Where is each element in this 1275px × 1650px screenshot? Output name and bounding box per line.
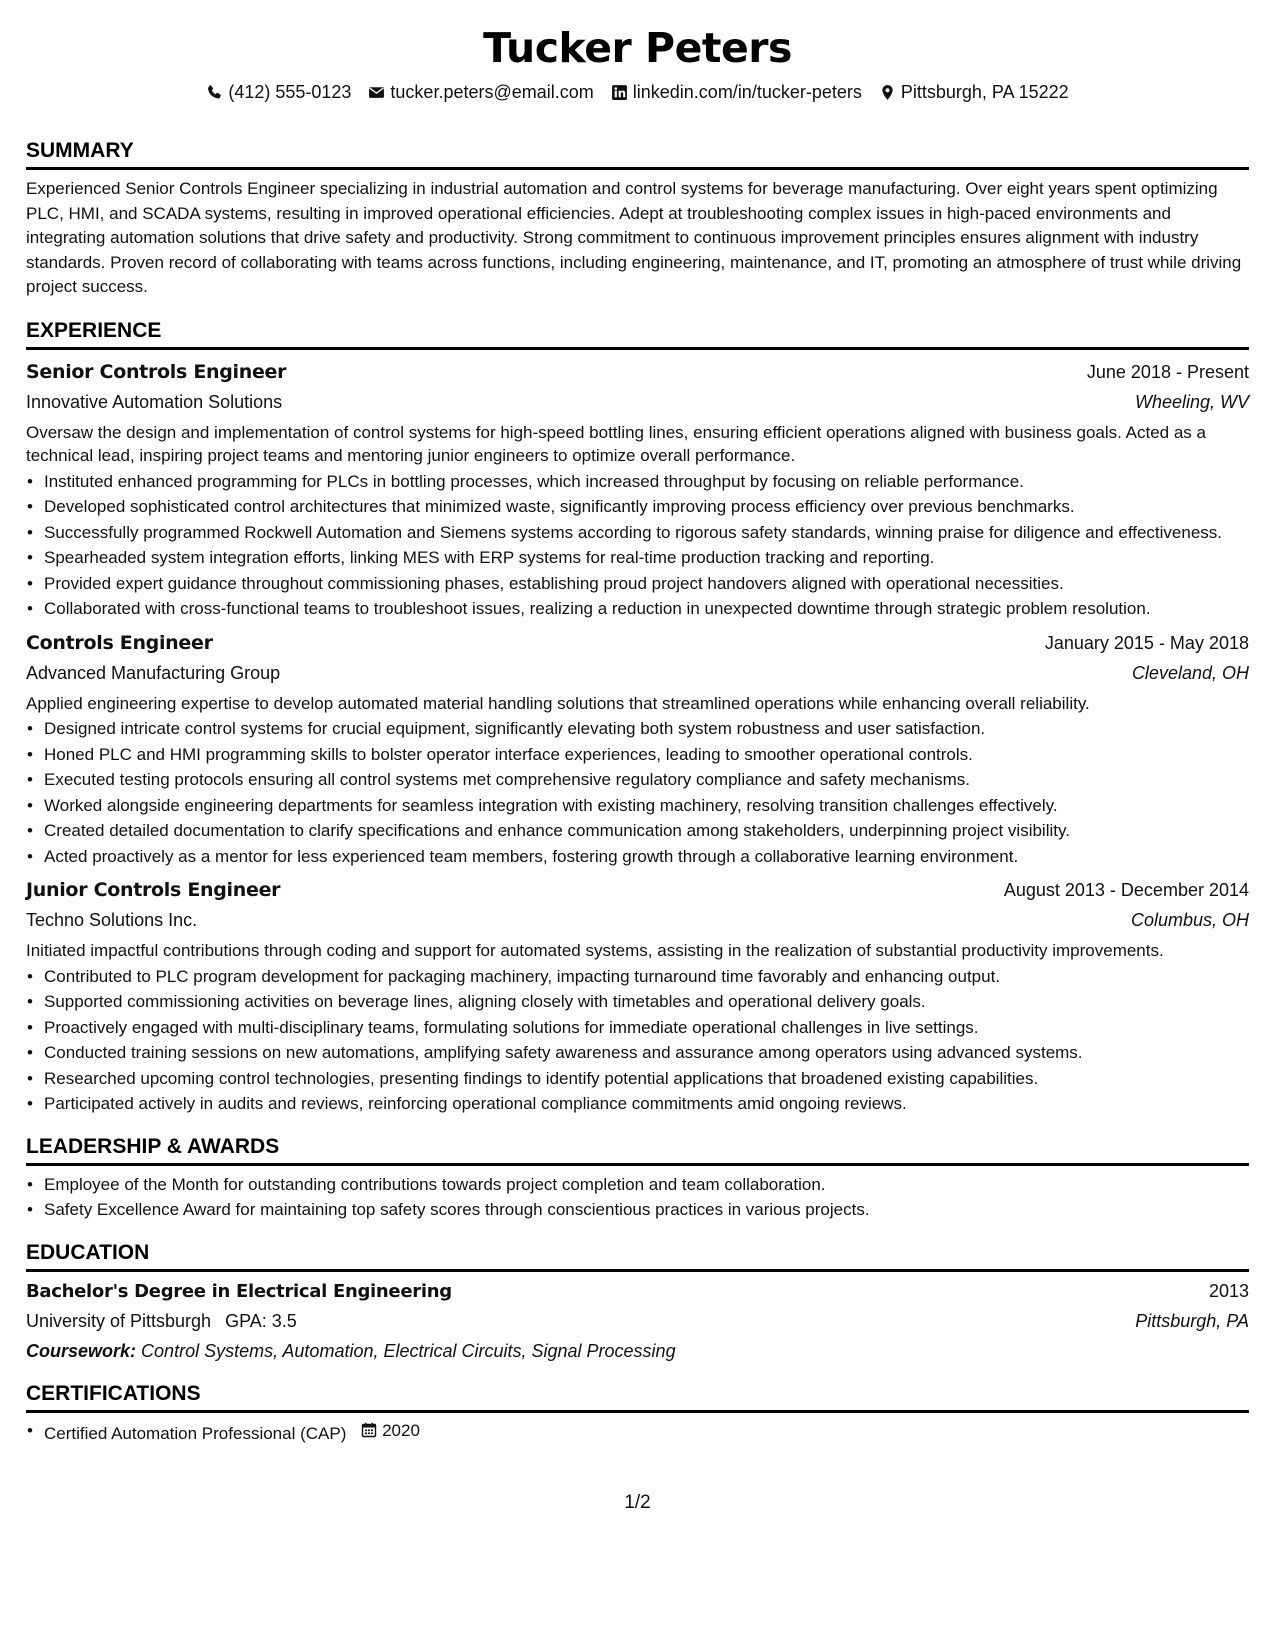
job-description: Oversaw the design and implementation of control systems for high-speed bottling lines, ensuring efficient operations aligned with business goals. Acted as a technical lead, inspiring project teams and mentoring junior engineers to optimize overall performance. <box>26 422 1206 465</box>
bullet-item: • Researched upcoming control technologies, presenting findings to identify potential applications that broadened existing capabilities. <box>26 1067 1249 1091</box>
education-entry <box>26 1277 1249 1366</box>
bullet-item: • Contributed to PLC program development for packaging machinery, impacting turnaround time favorably and enhancing output. <box>26 965 1249 989</box>
contact-location <box>879 80 1069 104</box>
job-header-row <box>26 876 1249 905</box>
education-section <box>26 1239 1249 1366</box>
company-name: Innovative Automation Solutions <box>26 391 283 412</box>
bullet-item: • Collaborated with cross-functional teams to troubleshoot issues, realizing a reduction in unexpected downtime through strategic problem resolution. <box>26 597 1249 621</box>
job-company-row <box>26 387 1249 417</box>
job-description: Applied engineering expertise to develop automated material handling solutions that streamlined operations while enhancing overall reliability. <box>26 693 1090 713</box>
map-pin-icon <box>879 84 896 101</box>
page-number: 1/2 <box>624 1492 651 1513</box>
bullet-item: • Executed testing protocols ensuring all control systems met comprehensive regulatory compliance and safety mechanisms. <box>26 768 1249 792</box>
job-bullets <box>26 965 1249 1116</box>
bullet-item: • Participated actively in audits and reviews, reinforcing operational compliance commitments amid ongoing reviews. <box>26 1092 1249 1116</box>
section-title-awards: LEADERSHIP & AWARDS <box>26 1133 1249 1166</box>
degree-title: Bachelor's Degree in Electrical Engineering <box>26 1280 452 1302</box>
bullet-item: • Worked alongside engineering departments for seamless integration with existing machinery, resolving transition challenges effectively. <box>26 794 1249 818</box>
experience-section <box>26 317 1249 1116</box>
summary-section <box>26 137 1249 300</box>
contact-bar <box>26 80 1249 104</box>
company-name: Advanced Manufacturing Group <box>26 662 281 683</box>
job-company-row <box>26 658 1249 688</box>
bullet-item: • Developed sophisticated control architectures that minimized waste, significantly improving process efficiency over previous benchmarks. <box>26 495 1249 519</box>
company-name: Techno Solutions Inc. <box>26 910 198 930</box>
linkedin-link[interactable]: linkedin.com/in/tucker-peters <box>632 82 862 102</box>
section-title-education: EDUCATION <box>26 1239 1249 1272</box>
bullet-item: • Created detailed documentation to clarify specifications and enhance communication among stakeholders, underpinning project visibility. <box>26 819 1249 843</box>
job-title: Controls Engineer <box>26 631 213 654</box>
coursework-label: Coursework: <box>26 1340 137 1361</box>
phone-text: (412) 555-0123 <box>228 82 352 102</box>
school-location: Pittsburgh, PA <box>1135 1310 1249 1331</box>
phone-icon <box>206 84 223 101</box>
job-title: Junior Controls Engineer <box>26 879 281 901</box>
certification-item <box>26 1419 1249 1445</box>
job-dates: June 2018 - Present <box>1086 361 1249 382</box>
contact-phone <box>206 80 351 104</box>
job-dates: January 2015 - May 2018 <box>1044 632 1249 653</box>
bullet-item: • Successfully programmed Rockwell Automation and Siemens systems according to rigorous safety standards, winning praise for diligence and effectiveness. <box>26 521 1249 545</box>
job-title: Senior Controls Engineer <box>26 360 287 383</box>
job-company-row <box>26 905 1249 935</box>
certification-date <box>361 1419 420 1443</box>
coursework-list: Control Systems, Automation, Electrical Circuits, Signal Processing <box>141 1340 676 1361</box>
bullet-item: • Instituted enhanced programming for PLCs in bottling processes, which increased throughput by focusing on reliable performance. <box>26 470 1249 494</box>
certification-name: Certified Automation Professional (CAP) <box>44 1423 347 1443</box>
bullet-item: • Conducted training sessions on new automations, amplifying safety awareness and assurance among operators using advanced systems. <box>26 1041 1249 1065</box>
bullet-item: • Supported commissioning activities on beverage lines, aligning closely with timetables and operational delivery goals. <box>26 990 1249 1014</box>
section-title-experience: EXPERIENCE <box>26 317 1249 350</box>
awards-list <box>26 1173 1249 1222</box>
school-name: University of Pittsburgh <box>26 1310 212 1331</box>
award-item: • Safety Excellence Award for maintaining top safety scores through conscientious practices in various projects. <box>26 1198 1249 1222</box>
email-link[interactable]: tucker.peters@email.com <box>390 82 594 102</box>
bullet-item: • Designed intricate control systems for crucial equipment, significantly elevating both system robustness and user satisfaction. <box>26 717 1249 741</box>
bullet-item: • Provided expert guidance throughout commissioning phases, establishing proud project handovers aligned with operational necessities. <box>26 572 1249 596</box>
job-dates: August 2013 - December 2014 <box>1003 880 1249 900</box>
bullet-item: • Spearheaded system integration efforts, linking MES with ERP systems for real-time production tracking and reporting. <box>26 546 1249 570</box>
bullet-item: • Proactively engaged with multi-disciplinary teams, formulating solutions for immediate operational challenges in live settings. <box>26 1016 1249 1040</box>
summary-text: Experienced Senior Controls Engineer specializing in industrial automation and control systems for beverage manufacturing. Over eight years spent optimizing PLC, HMI, and SCADA systems, resulting in improved operational efficiencies. Adept at troubleshooting complex issues in high-paced environments and integrating automation solutions that drive safety and productivity. Strong commitment to continuous improvement principles ensures alignment with industry standards. Proven record of collaborating with teams across functions, including engineering, maintenance, and IT, promoting an atmosphere of trust while driving project success. <box>26 179 1242 296</box>
awards-section <box>26 1133 1249 1222</box>
calendar-icon <box>361 1422 377 1438</box>
certifications-list <box>26 1419 1249 1445</box>
certification-year: 2020 <box>382 1420 420 1440</box>
job-location: Cleveland, OH <box>1131 662 1249 683</box>
job-location: Wheeling, WV <box>1134 391 1249 412</box>
award-item: • Employee of the Month for outstanding contributions towards project completion and team collaboration. <box>26 1173 1249 1197</box>
contact-linkedin[interactable] <box>611 80 862 104</box>
job-bullets <box>26 717 1249 868</box>
bullet-item: • Honed PLC and HMI programming skills to bolster operator interface experiences, leading to smoother operational controls. <box>26 743 1249 767</box>
job-entry <box>26 876 1249 1116</box>
graduation-year: 2013 <box>1208 1280 1249 1301</box>
job-entry <box>26 629 1249 869</box>
job-description: Initiated impactful contributions through coding and support for automated systems, assisting in the realization of substantial productivity improvements. <box>26 941 1164 960</box>
gpa: GPA: 3.5 <box>225 1310 297 1331</box>
contact-email[interactable] <box>368 80 593 104</box>
job-bullets <box>26 470 1249 621</box>
certifications-section <box>26 1380 1249 1445</box>
envelope-icon <box>368 84 385 101</box>
job-entry <box>26 358 1249 621</box>
school-line <box>26 1306 297 1336</box>
linkedin-icon <box>611 84 628 101</box>
education-school-row <box>26 1306 1249 1336</box>
job-header-row <box>26 629 1249 658</box>
job-header-row <box>26 358 1249 387</box>
education-header-row <box>26 1277 1249 1306</box>
bullet-item: • Acted proactively as a mentor for less experienced team members, fostering growth through a collaborative learning environment. <box>26 845 1249 869</box>
section-title-certifications: CERTIFICATIONS <box>26 1380 1249 1413</box>
section-title-summary: SUMMARY <box>26 137 1249 170</box>
job-location: Columbus, OH <box>1130 910 1249 930</box>
location-text: Pittsburgh, PA 15222 <box>900 82 1069 102</box>
candidate-name: Tucker Peters <box>483 24 792 72</box>
coursework-line <box>26 1336 1249 1366</box>
